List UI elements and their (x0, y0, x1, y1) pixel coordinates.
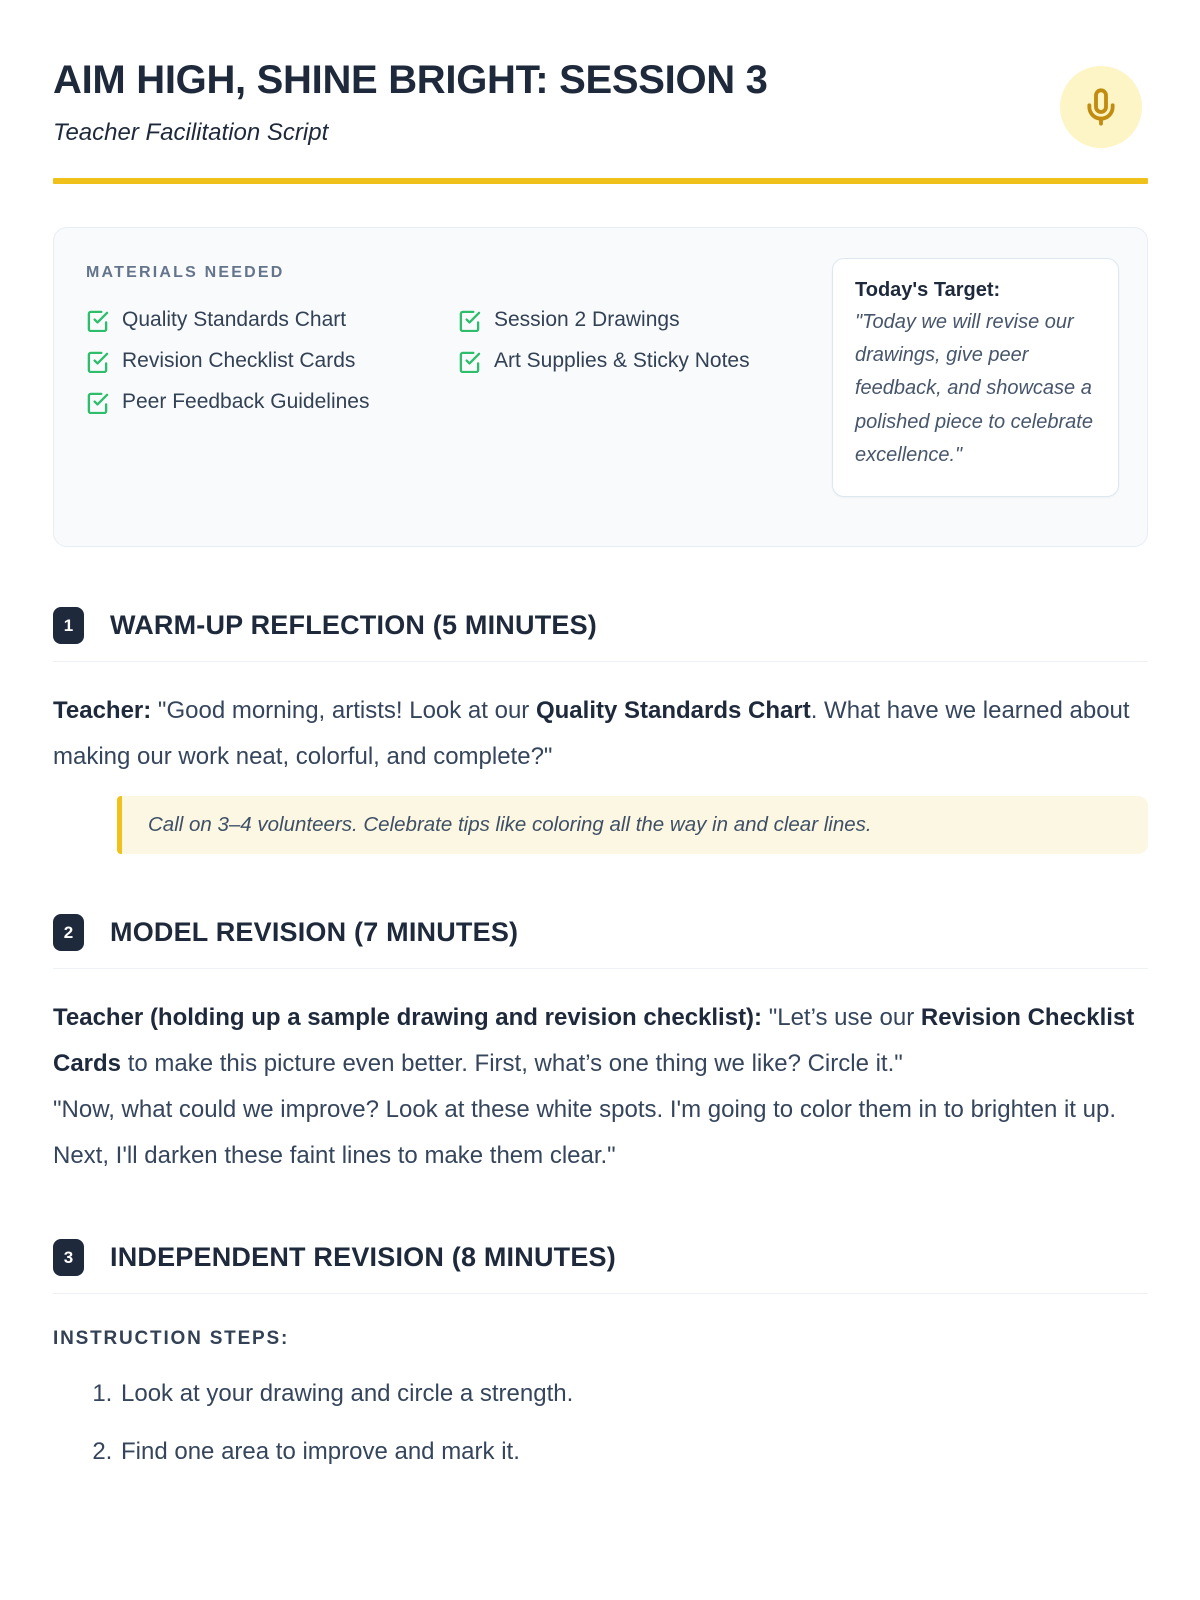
materials-list-block (86, 258, 802, 516)
check-square-icon (458, 350, 481, 373)
material-item (458, 349, 802, 373)
facilitation-note-text: Call on 3–4 volunteers. Celebrate tips like coloring all the way in and clear lines. (148, 813, 872, 837)
materials-column-2 (458, 308, 802, 431)
section-number-badge: 1 (53, 607, 84, 644)
instruction-steps-list (53, 1380, 1148, 1466)
section-heading (53, 1239, 1148, 1294)
section-independent-revision (53, 1239, 1148, 1466)
instruction-step: 1. Look at your drawing and circle a strength. (119, 1380, 1148, 1408)
doc-header (53, 58, 1148, 148)
section-title: WARM-UP REFLECTION (5 MINUTES) (110, 610, 597, 640)
facilitation-note-callout (117, 796, 1148, 854)
materials-heading: MATERIALS NEEDED (86, 264, 285, 281)
section-heading (53, 607, 1148, 662)
page-title: AIM HIGH, SHINE BRIGHT: SESSION 3 (53, 58, 768, 102)
section-title: MODEL REVISION (7 MINUTES) (110, 917, 519, 948)
materials-column-1 (86, 308, 448, 431)
materials-grid (86, 308, 802, 431)
teacher-script-paragraph: Teacher: "Good morning, artists! Look at our Quality Standards Chart. What have we learned about making our work neat, colorful, and complete?" (53, 697, 1130, 771)
section-warm-up-reflection (53, 607, 1148, 854)
teacher-script-paragraph: Teacher (holding up a sample drawing and revision checklist): "Let’s use our Revision Checklist Cards to make this picture even better. First, what’s one thing we like? Circle it." (53, 1004, 1135, 1078)
material-item-label: Revision Checklist Cards (122, 349, 356, 372)
instruction-step: 2. Find one area to improve and mark it. (119, 1438, 1148, 1466)
check-square-icon (458, 309, 481, 332)
check-square-icon (86, 391, 109, 414)
material-item (86, 308, 448, 332)
material-item-label: Session 2 Drawings (494, 308, 680, 331)
target-title: Today's Target: (855, 279, 1001, 301)
todays-target-card (832, 258, 1119, 497)
title-block (53, 58, 768, 147)
check-square-icon (86, 309, 109, 332)
teacher-script-paragraph: "Now, what could we improve? Look at these white spots. I'm going to color them in to brighten it up. Next, I'll darken these faint lines to make them clear." (53, 1096, 1116, 1170)
check-square-icon (86, 350, 109, 373)
section-title: INDEPENDENT REVISION (8 MINUTES) (110, 1242, 616, 1273)
page-subtitle: Teacher Facilitation Script (53, 119, 329, 146)
section-number-badge: 3 (53, 1239, 84, 1276)
material-item (86, 349, 448, 373)
section-model-revision (53, 914, 1148, 1179)
material-item-label: Peer Feedback Guidelines (122, 390, 370, 413)
header-divider (53, 178, 1148, 184)
instruction-steps-heading: INSTRUCTION STEPS: (53, 1328, 290, 1350)
material-item (86, 390, 448, 414)
materials-card (53, 227, 1148, 547)
material-item (458, 308, 802, 332)
section-number-badge: 2 (53, 914, 84, 951)
material-item-label: Quality Standards Chart (122, 308, 347, 331)
target-quote: "Today we will revise our drawings, give peer feedback, and showcase a polished piece to celebrate excellence." (855, 311, 1093, 466)
microphone-icon (1081, 87, 1121, 127)
section-heading (53, 914, 1148, 969)
microphone-button[interactable] (1060, 66, 1142, 148)
material-item-label: Art Supplies & Sticky Notes (494, 349, 750, 372)
